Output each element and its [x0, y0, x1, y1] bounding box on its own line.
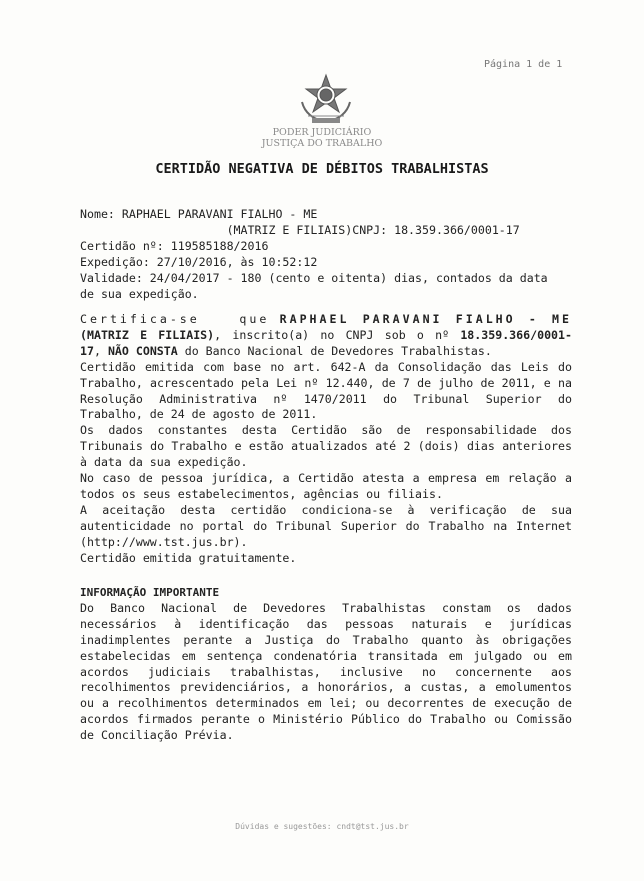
certificate-header [80, 207, 572, 302]
matriz-label: (MATRIZ E FILIAIS) [80, 327, 215, 342]
certificate-number: Certidão nº: 119585188/2016 [80, 238, 269, 253]
info-text: Do Banco Nacional de Devedores Trabalhistas constam os dados necessários à identificação das pessoas naturais e jurídicas inadimplentes perante a Justiça do Trabalho quanto às obrigações estabelecidas em sentença condenatória transitada em julgado ou em acordos judiciais trabalhistas, inclusive no concernente aos recolhimentos previdenciários, a honorários, a custas, a emolumentos ou a recolhimentos determinados em lei; ou decorrentes de execução de acordos firmados perante o Ministério Público do Trabalho ou Comissão de Conciliação Prévia. [80, 600, 572, 743]
certificate-body [80, 312, 572, 567]
validity-line-2: de sua expedição. [80, 286, 199, 301]
name-cnpj-line: (MATRIZ E FILIAIS)CNPJ: 18.359.366/0001-17 [80, 222, 520, 237]
org-line-labor-court: JUSTIÇA DO TRABALHO [261, 138, 383, 149]
org-line-judiciary: PODER JUDICIÁRIO [272, 127, 372, 138]
name-line: Nome: RAPHAEL PARAVANI FIALHO - ME [80, 207, 318, 221]
separator: , [93, 343, 108, 358]
cnpj-number: 18.359.366/0001-17 [80, 327, 572, 358]
document-title: CERTIDÃO NEGATIVA DE DÉBITOS TRABALHISTAS [155, 161, 489, 177]
issue-date: Expedição: 27/10/2016, às 10:52:12 [80, 254, 318, 269]
authenticity-paragraph: A aceitação desta certidão condiciona-se à verificação de sua autenticidade no portal do Tribunal Superior do Trabalho na Internet (http://www.tst.jus.br). [80, 502, 572, 549]
cnpj-intro: , inscrito(a) no CNPJ sob o nº [214, 327, 461, 342]
legal-basis-paragraph: Certidão emitida com base no art. 642-A da Consolidação das Leis do Trabalho, acrescentado pela Lei nº 12.440, de 7 de julho de 2011, e na Resolução Administrativa nº 1470/2011 do Tribunal Superior do Trabalho, de 24 de agosto de 2011. [80, 359, 572, 422]
organization-header [0, 127, 644, 149]
validity-line: Validade: 24/04/2017 - 180 (cento e oitenta) dias, contados da data [80, 270, 548, 285]
certification-paragraph [80, 312, 572, 360]
data-responsibility-paragraph: Os dados constantes desta Certidão são de responsabilidade dos Tribunais do Trabalho e estão atualizados até 2 (dois) dias anteriores à data da sua expedição. [80, 423, 572, 470]
republic-coat-of-arms-icon [296, 72, 356, 128]
page-number: Página 1 de 1 [484, 59, 563, 70]
info-title: INFORMAÇÃO IMPORTANTE [80, 586, 220, 599]
legal-entity-paragraph: No caso de pessoa jurídica, a Certidão atesta a empresa em relação a todos os seus estabelecimentos, agências ou filiais. [80, 471, 572, 501]
status-text: NÃO CONSTA [107, 343, 178, 358]
important-information [80, 585, 572, 744]
footer-contact: Dúvidas e sugestões: cndt@tst.jus.br [235, 822, 409, 831]
free-issue-paragraph: Certidão emitida gratuitamente. [80, 550, 297, 565]
certification-tail: do Banco Nacional de Devedores Trabalhistas. [177, 343, 492, 358]
company-name: RAPHAEL PARAVANI FIALHO - ME [279, 312, 573, 326]
certification-lead: Certifica-se que [80, 312, 270, 326]
